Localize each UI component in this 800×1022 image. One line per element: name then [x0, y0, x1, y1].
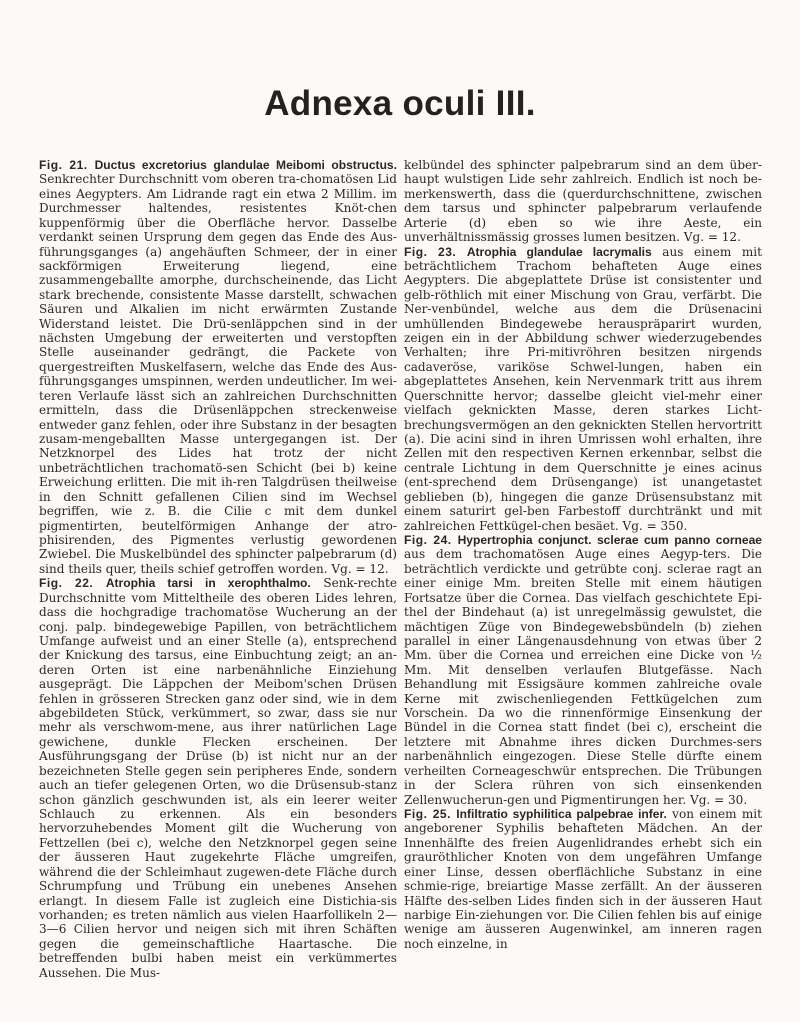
figure-heading: Infiltratio syphilitica palpebrae infer.: [456, 806, 667, 821]
figure-heading: Atrophia glandulae lacrymalis: [466, 244, 652, 259]
figure-heading: Hypertrophia conjunct. sclerae cum panno corneae: [457, 532, 762, 547]
figure-label: Fig. 25.: [404, 806, 451, 821]
figure-label: Fig. 24.: [404, 532, 452, 547]
page-title: Adnexa oculi III.: [264, 84, 536, 123]
figure-text: Senk-rechte Durchschnitte vom Mitteltheile des oberen Lides lehren, dass die hochgradige trachomatöse Wucherung an der conj. palp. bindegewebige Papillen, von beträchtlichem Umfange aufweist und an einer Stelle (a), entsprechend der Knickung des tarsus, eine Einbuchtung zeigt; an an-deren Orten ist eine narbenähnliche Einziehung ausgeprägt. Die Läppchen der Meibom'schen Drüsen fehlen in grösseren Strecken ganz oder sind, wie in dem abgebildeten Stück, verkümmert, so zwar, dass sie nur mehr als verschwom-mene, aus ihrer natürlichen Lage gewichene, dunkle Flecken erscheinen. Der Ausführungsgang der Drüse (b) ist nicht nur an der bezeichneten Stelle gegen sein peripheres Ende, sondern auch an tiefer gelegenen Orten, wo die Drüsensub-stanz schon gänzlich geschwunden ist, als ein leerer weiter Schlauch zu erkennen. Als ein besonders hervorzuhebendes Moment gilt die Wucherung von Fettzellen (bei c), welche den Netzknorpel gegen seine der äusseren Haut zugekehrte Fläche umgreifen, während die der Schleimhaut zugewen-dete Fläche durch Schrumpfung und Trübung ein unebenes Ansehen erlangt. In diesem Falle ist zugleich eine Distichia-sis vorhanden; es treten nämlich aus vielen Haarfollikeln 2—3—6 Cilien hervor und neigen sich mit ihren Schäften gegen die gemeinschaftliche Haartasche. Die betreffenden bulbi haben meist ein verkümmertes Aussehen. Die Mus-: [39, 576, 397, 980]
figure-paragraph: [39, 158, 397, 576]
figure-paragraph: [39, 576, 397, 980]
figure-text: Senkrechter Durchschnitt vom oberen tra-chomatösen Lid eines Aegypters. Am Lidrande ragt ein etwa 2 Millim. im Durchmesser haltendes, resistentes Knöt-chen kuppenförmig über die Oberfläche hervor. Dasselbe verdankt seinen Ursprung dem gegen das Ende des Aus-führungsganges (a) angehäuften Schmeer, der in einer sackförmigen Erweiterung liegend, eine zusammengeballte amorphe, durchscheinende, das Licht stark brechende, consistente Masse darstellt, schwachen Säuren und Alkalien im nicht erwärmten Zustande Widerstand leistet. Die Drü-senläppchen sind in der nächsten Umgebung der erweiterten und verstopften Stelle auseinander gedrängt, die Packete von quergestreiften Muskelfasern, welche das Ende des Aus-führungsganges umspinnen, werden undeutlicher. Im wei-teren Verlaufe lässt sich an zahlreichen Durchschnitten ermitteln, dass die Drüsenläppchen streckenweise entweder ganz fehlen, oder ihre Substanz in der besagten zusam-mengeballten Masse untergegangen ist. Der Netzknorpel des Lides hat trotz der nicht unbeträchtlichen trachomatö-sen Schicht (bei b) keine Erweichung erlitten. Die mit ih-ren Talgdrüsen theilweise in den Schnitt gefallenen Cilien sind im Wechsel begriffen, wie z. B. die Cilie c mit dem dunkel pigmentirten, beutelförmigen Anhange der atro-phisirenden, des Pigmentes verlustig gewordenen Zwiebel. Die Muskelbündel des sphincter palpebrarum (d) sind theils quer, theils schief getroffen worden. Vg. = 12.: [39, 172, 397, 576]
figure-text: aus dem trachomatösen Auge eines Aegyp-ters. Die beträchtlich verdickte und getrübte conj. sclerae ragt an einer einige Mm. breiten Stelle mit einem häutigen Fortsatze über die Cornea. Das vielfach geschichtete Epi-thel der Bindehaut (a) ist unregelmässig gewulstet, die mächtigen Züge von Bindegewebsbündeln (b) ziehen parallel in einer Längenausdehnung von etwas über 2 Mm. über die Cornea und erreichen eine Dicke von ½ Mm. Mit denselben verlaufen Blutgefässe. Nach Behandlung mit Essigsäure kommen zahlreiche ovale Kerne mit zwischenliegenden Fettkügelchen zum Vorschein. Da wo die rinnenförmige Einsenkung der Bündel in die Cornea statt findet (bei c), erscheint die letztere mit Abnahme ihres dicken Durchmes-sers narbenähnlich eingezogen. Diese Stelle dürfte einem verheilten Corneageschwür entsprechen. Die Trübungen in der Sclera rühren von sich einsenkenden Zellenwucherun-gen und Pigmentirungen her. Vg. = 30.: [404, 547, 762, 807]
figure-text: kelbündel des sphincter palpebrarum sind an dem über-haupt wulstigen Lide sehr zahlreich. Endlich ist noch be-merkenswerth, dass die (querdurchschnittene, zwischen dem tarsus und sphincter palpebrarum verlaufende Arterie (d) eben so wie ihre Aeste, ein unverhältnissmässig grosses lumen besitzen. Vg. = 12.: [404, 158, 762, 245]
continued-paragraph: [404, 158, 762, 245]
figure-heading: Atrophia tarsi in xerophthalmo.: [105, 576, 311, 591]
figure-label: Fig. 23.: [404, 244, 457, 259]
figure-paragraph: [404, 245, 762, 533]
figure-label: Fig. 22.: [39, 576, 94, 591]
right-column: [404, 158, 762, 951]
figure-text: von einem mit angeborener Syphilis behafteten Mädchen. An der Innenhälfte des freien Augenlidrandes erhebt sich ein grauröthlicher Knoten von dem ungefähren Umfange einer Linse, dessen oberflächliche Substanz in eine schmie-rige, breiartige Masse zerfällt. An der äusseren Hälfte des-selben Lides finden sich in der äusseren Haut narbige Ein-ziehungen vor. Die Cilien fehlen bis auf einige wenige am äusseren Augenwinkel, am inneren ragen noch einzelne, in: [404, 806, 762, 951]
figure-paragraph: [404, 807, 762, 951]
figure-label: Fig. 21.: [39, 158, 88, 172]
figure-paragraph: [404, 533, 762, 807]
figure-text: aus einem mit beträchtlichem Trachom behafteten Auge eines Aegypters. Die abgeplattete Drüse ist consistenter und gelb-röthlich mit einer Mischung von Grau, verfärbt. Die Ner-venbündel, welche aus dem die Drüsenacini umhüllenden Bindegewebe herauspräparirt wurden, zeigen ein in der Abbildung schwer wiederzugebendes Verhalten; ihre Pri-mitivröhren besitzen nirgends cadaveröse, variköse Schwel-lungen, haben ein abgeplattetes Ansehen, kein Nervenmark tritt aus ihrem Querschnitte hervor; dasselbe gleicht viel-mehr einer vielfach geknickten Masse, deren starkes Licht-brechungsvermögen an den geknickten Stellen hervortritt (a). Die acini sind in ihren Umrissen wohl erhalten, ihre Zellen mit den respectiven Kernen erkennbar, selbst die centrale Lichtung in dem Querschnitte je eines acinus (ent-sprechend dem Drüsengange) ist unangetastet geblieben (b), hingegen die ganze Drüsensubstanz mit einem saturirt gel-ben Farbestoff durchtränkt und mit zahlreichen Fettkügel-chen besäet. Vg. = 350.: [404, 244, 762, 533]
left-column: [39, 158, 397, 980]
figure-heading: Ductus excretorius glandulae Meibomi obstructus.: [94, 158, 397, 172]
